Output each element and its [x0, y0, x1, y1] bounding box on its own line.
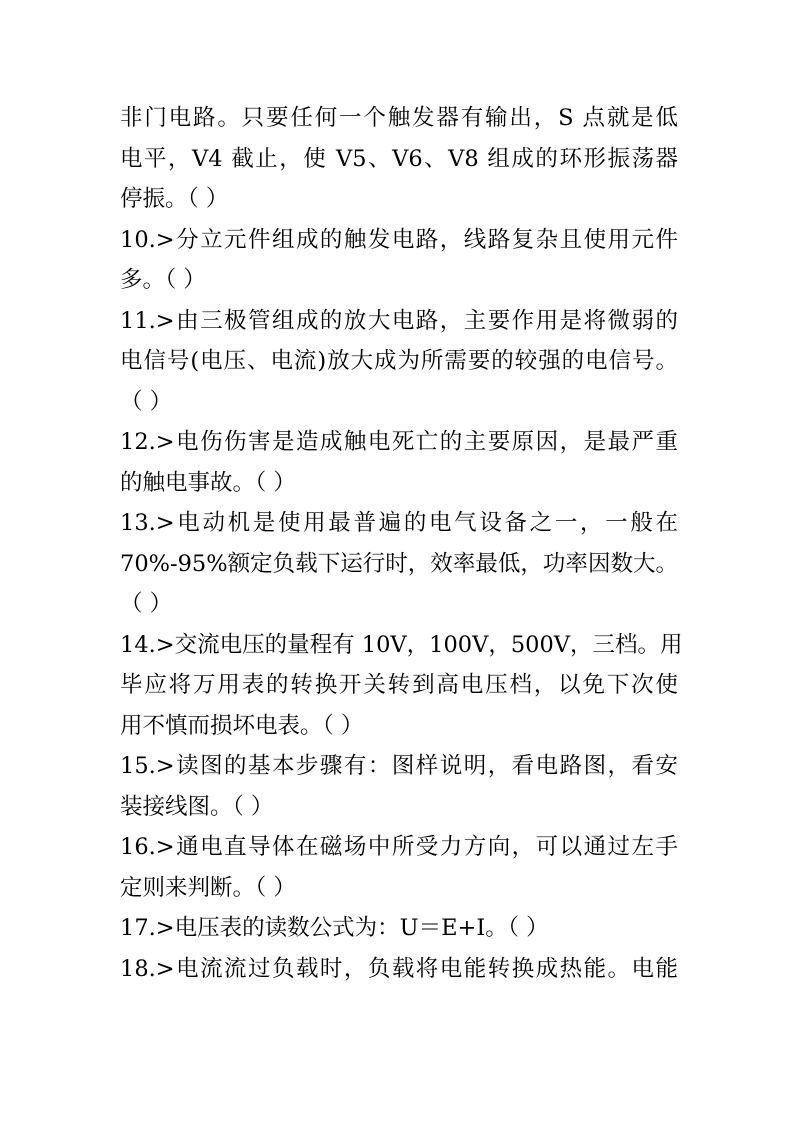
question-14-line: 14.>交流电压的量程有 10V，100V，500V，三档。用 — [120, 631, 683, 658]
text-line: 定则来判断。（ ） — [120, 874, 296, 901]
text-line: 电平，V4 截止，使 V5、V6、V8 组成的环形振荡器 — [120, 145, 678, 172]
question-12-line: 12.>电伤伤害是造成触电死亡的主要原因，是最严重 — [120, 429, 678, 455]
question-11-line: 11.>由三极管组成的放大电路，主要作用是将微弱的 — [120, 307, 678, 334]
question-17-line: 17.>电压表的读数公式为：U＝E+I。（ ） — [120, 915, 549, 941]
question-15-line: 15.>读图的基本步骤有：图样说明，看电路图，看安 — [120, 753, 678, 779]
text-line: 毕应将万用表的转换开关转到高电压档，以免下次使 — [120, 672, 678, 698]
document-body — [120, 98, 683, 989]
question-16-line: 16.>通电直导体在磁场中所受力方向，可以通过左手 — [120, 834, 678, 860]
text-line: （ ） — [120, 591, 173, 617]
text-line: 停振。（ ） — [120, 186, 229, 212]
text-line: 的触电事故。（ ） — [120, 469, 296, 496]
question-10-line: 10.>分立元件组成的触发电路，线路复杂且使用元件 — [120, 226, 678, 253]
text-line: 装接线图。（ ） — [120, 793, 274, 820]
text-line: 用不慎而损坏电表。（ ） — [120, 712, 364, 739]
text-line: 电信号(电压、电流)放大成为所需要的较强的电信号。 — [120, 348, 678, 374]
text-line: 非门电路。只要任何一个触发器有输出，S 点就是低 — [120, 105, 678, 131]
text-line: 70%-95%额定负载下运行时，效率最低，功率因数大。 — [120, 550, 678, 577]
text-line: （ ） — [120, 388, 173, 415]
question-18-line: 18.>电流流过负载时，负载将电能转换成热能。电能 — [120, 955, 678, 982]
question-13-line: 13.>电动机是使用最普遍的电气设备之一，一般在 — [120, 510, 678, 536]
text-line: 多。（ ） — [120, 267, 206, 293]
